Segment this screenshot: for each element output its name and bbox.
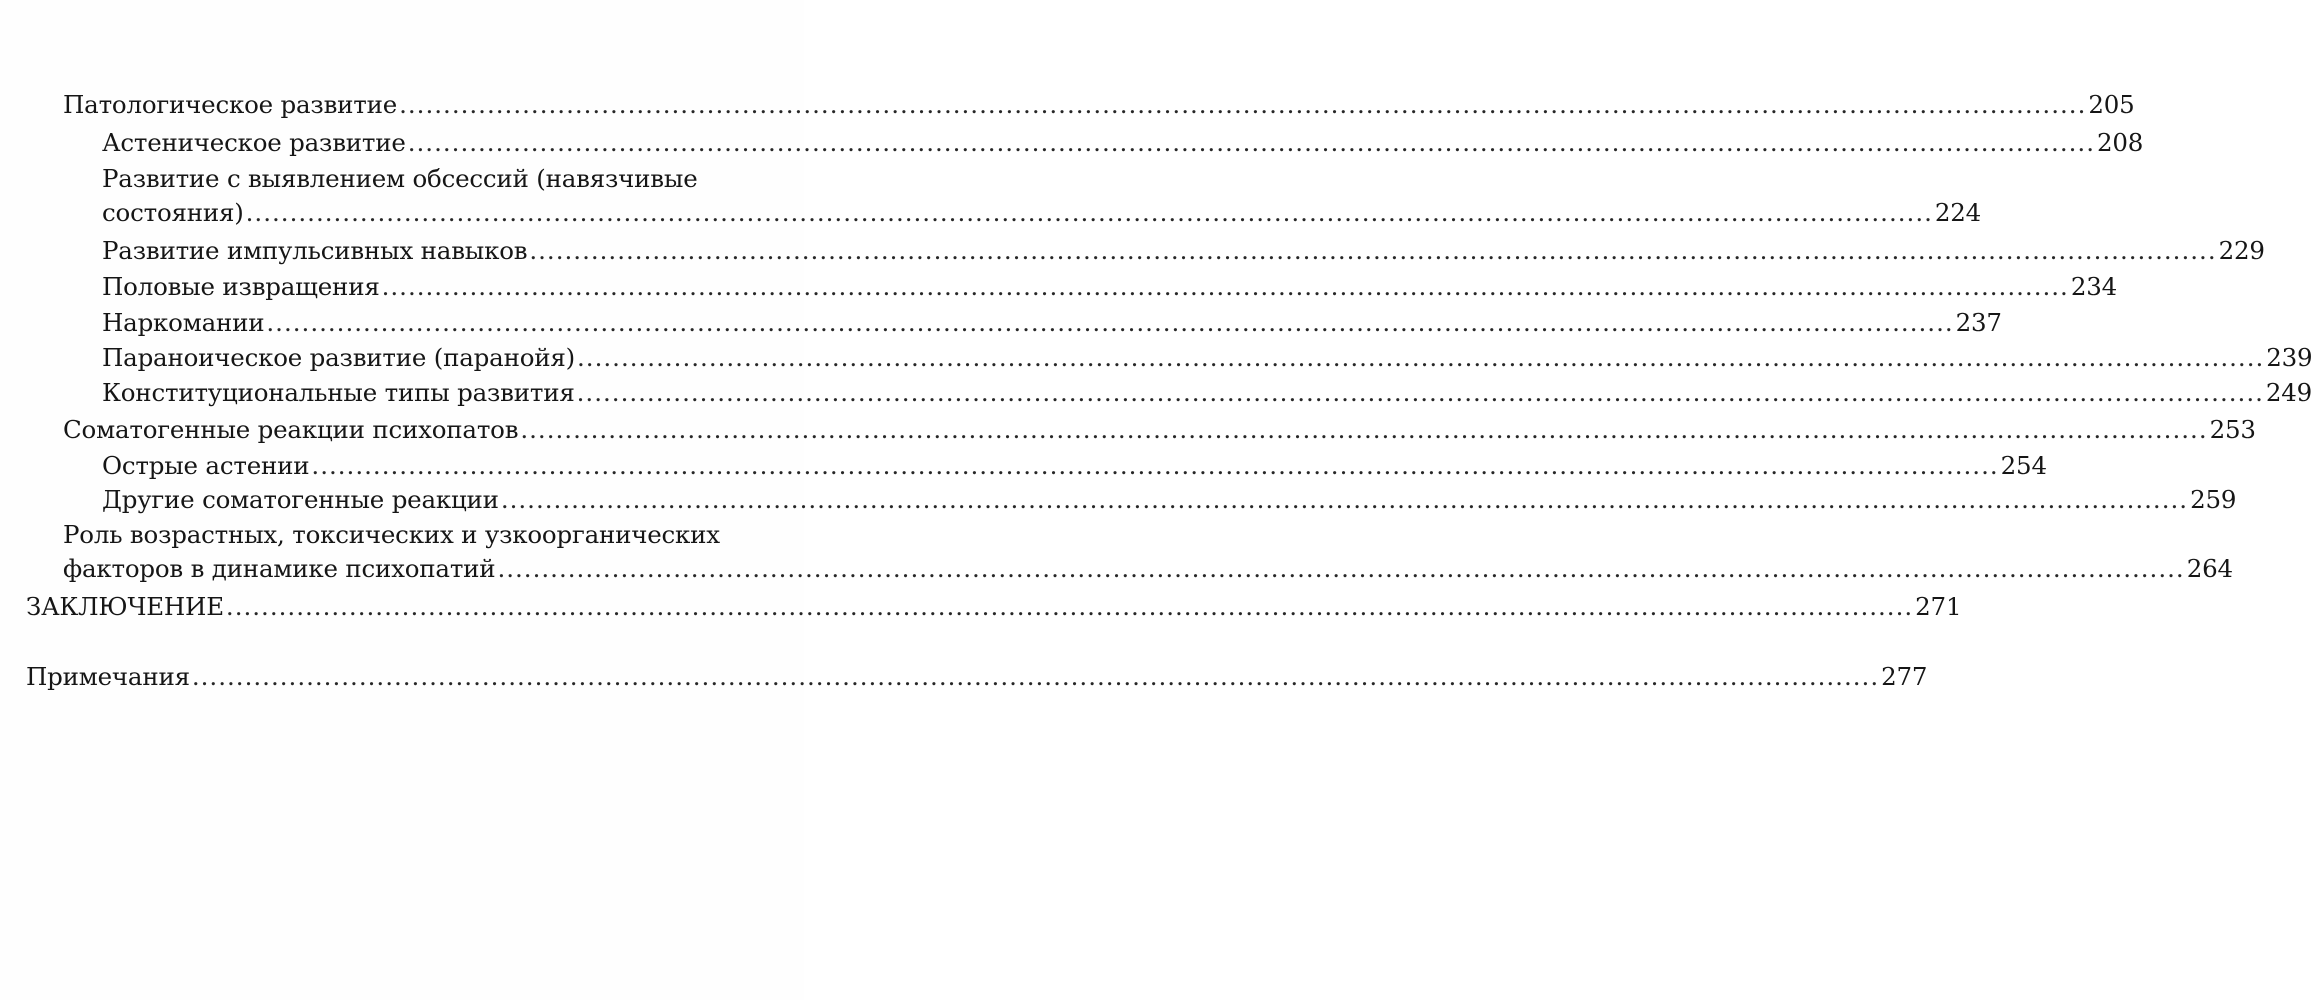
dot-leader [408,126,2095,160]
dot-leader [520,413,2207,447]
toc-entry-title: Острые астении [102,451,310,480]
toc-entry [102,234,2265,268]
toc-entry [63,518,2233,586]
toc-entry-page: 234 [2070,272,2118,301]
toc-entry-page: 249 [2265,378,2312,407]
toc-entry [26,590,1962,624]
toc-entry-page: 208 [2096,128,2144,157]
dot-leader [501,483,2188,517]
dot-leader [311,449,1998,483]
toc-entry [102,376,2312,410]
dot-leader [529,234,2216,268]
toc-entry-page: 259 [2190,485,2237,514]
dot-leader [497,552,2184,586]
toc-entry-title: Другие соматогенные реакции [102,485,499,514]
dot-leader [577,376,2264,410]
toc-entry [102,341,2312,375]
dot-leader [382,270,2069,304]
toc-entry-title: ЗАКЛЮЧЕНИЕ [26,592,224,621]
toc-entry-page: 237 [1955,308,2002,337]
toc-entry-page: 239 [2266,343,2312,372]
toc-entry-title: факторов в динамике психопатий [63,554,496,583]
toc-entry-page: 277 [1881,662,1928,691]
toc-entry-title: Соматогенные реакции психопатов [63,415,519,444]
toc-entry-page: 253 [2209,415,2256,444]
dot-leader [577,341,2264,375]
toc-entry [26,660,1928,694]
toc-entry-title-line1: Развитие с выявлением обсессий (навязчивые [102,164,698,193]
toc-entry [102,306,2002,340]
toc-entry-page: 264 [2186,554,2233,583]
toc-entry [102,162,1982,230]
toc-entry-title: Примечания [26,662,190,691]
toc-entry [63,88,2135,122]
toc-entry-title-line1: Роль возрастных, токсических и узкоорганических [63,520,720,549]
toc-entry-title: Астеническое развитие [102,128,406,157]
toc-entry-title: состояния) [102,198,244,227]
dot-leader [399,88,2086,122]
toc-entry [102,449,2047,483]
toc-entry-title: Наркомании [102,308,265,337]
toc-entry [102,483,2237,517]
toc-entry-page: 224 [1934,198,1982,227]
toc-entry [102,126,2144,160]
toc-entry-title: Развитие импульсивных навыков [102,236,528,265]
toc-entry-page: 254 [2000,451,2047,480]
dot-leader [266,306,1953,340]
dot-leader [226,590,1913,624]
toc-entry-title: Параноическое развитие (паранойя) [102,343,575,372]
toc-entry-title: Конституциональные типы развития [102,378,575,407]
dot-leader [192,660,1879,694]
toc-entry-page: 229 [2218,236,2265,265]
toc-entry [102,270,2118,304]
toc-entry-title: Патологическое развитие [63,90,398,119]
dot-leader [246,196,1933,230]
toc-entry-page: 205 [2088,90,2135,119]
toc-entry-page: 271 [1915,592,1962,621]
toc-entry [63,413,2256,447]
toc-entry-title: Половые извращения [102,272,380,301]
